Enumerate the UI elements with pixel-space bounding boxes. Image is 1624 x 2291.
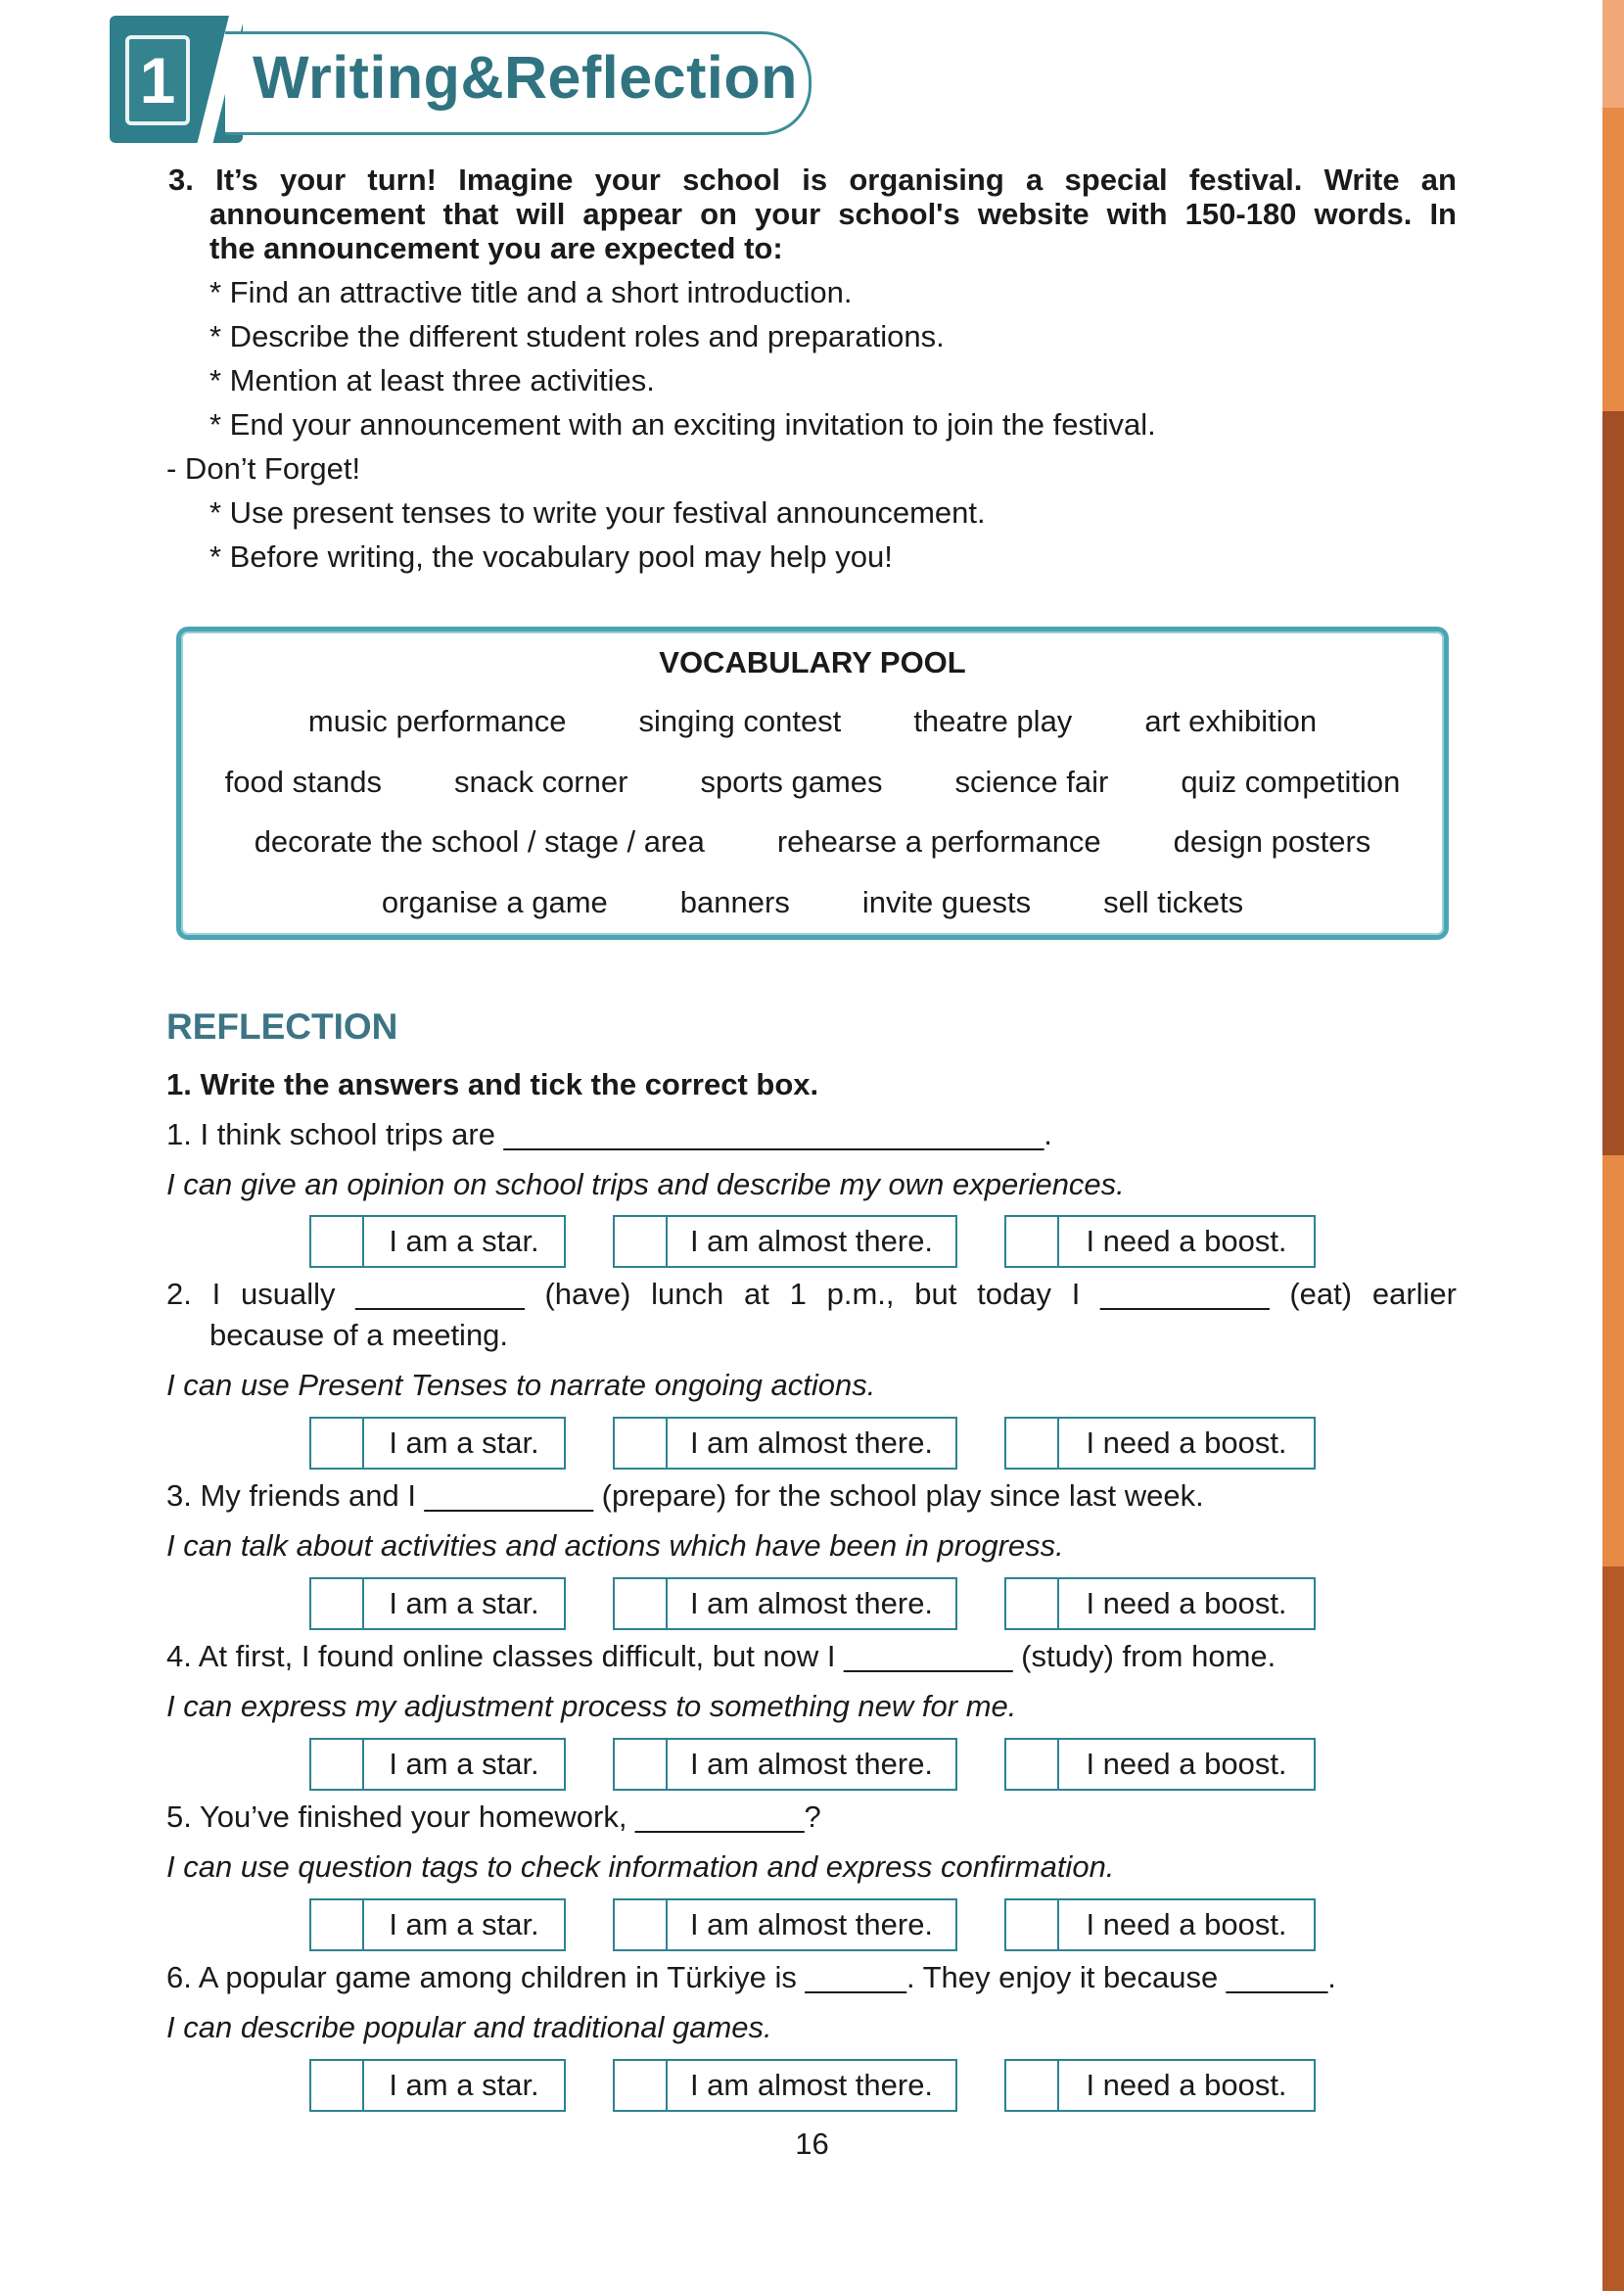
reflection-heading: REFLECTION	[166, 1006, 398, 1047]
tick-label: I am almost there.	[689, 2068, 934, 2102]
reflection-instruction: 1. Write the answers and tick the correct box.	[166, 1067, 819, 1101]
tick-box-star[interactable]	[309, 1898, 566, 1951]
tick-box-star[interactable]	[309, 1577, 566, 1630]
tick-box-boost[interactable]	[1004, 1898, 1316, 1951]
vocab-term: sports games	[700, 765, 883, 799]
tick-box-boost[interactable]	[1004, 1215, 1316, 1268]
vocab-row	[181, 824, 1444, 860]
checkbox[interactable]	[1006, 1900, 1059, 1949]
vocab-term: music performance	[307, 704, 567, 738]
checkbox[interactable]	[1006, 2061, 1059, 2110]
can-do-statement-4: I can express my adjustment process to something new for me.	[166, 1689, 1017, 1723]
tick-label: I am almost there.	[689, 1224, 934, 1258]
vocabulary-pool-title: VOCABULARY POOL	[659, 645, 966, 679]
can-do-statement-6: I can describe popular and traditional games.	[166, 2010, 772, 2044]
tick-label: I am a star.	[389, 1426, 539, 1460]
reflection-question-3[interactable]: 3. My friends and I __________ (prepare) for the school play since last week.	[166, 1478, 1204, 1513]
reminder-bullet: * Before writing, the vocabulary pool may help you!	[209, 539, 893, 574]
tick-box-star[interactable]	[309, 1417, 566, 1470]
page-title: Writing&Reflection	[253, 44, 798, 111]
checkbox[interactable]	[1006, 1419, 1059, 1468]
tick-label: I am almost there.	[689, 1907, 934, 1941]
tick-label: I am a star.	[389, 1586, 539, 1620]
dont-forget-heading: - Don’t Forget!	[166, 451, 361, 486]
task-bullet: * End your announcement with an exciting invitation to join the festival.	[209, 407, 1156, 442]
tick-box-almost[interactable]	[613, 1215, 957, 1268]
vocab-term: food stands	[224, 765, 382, 799]
checkbox[interactable]	[615, 1579, 668, 1628]
vocab-term: design posters	[1173, 824, 1371, 859]
vocab-row	[181, 885, 1444, 920]
task-bullet: * Describe the different student roles and preparations.	[209, 319, 945, 353]
reflection-question-2[interactable]: 2. I usually __________ (have) lunch at 1 p.m., but today I __________ (eat) earlier	[166, 1277, 1457, 1311]
tick-box-almost[interactable]	[613, 2059, 957, 2112]
vocab-term: sell tickets	[1103, 885, 1244, 919]
tick-label: I am a star.	[389, 1224, 539, 1258]
tick-label: I am almost there.	[689, 1747, 934, 1781]
vocab-term: singing contest	[638, 704, 842, 738]
vocab-term: art exhibition	[1144, 704, 1318, 738]
tick-box-boost[interactable]	[1004, 2059, 1316, 2112]
reflection-question-4[interactable]: 4. At first, I found online classes difficult, but now I __________ (study) from home.	[166, 1639, 1276, 1673]
tick-label: I am a star.	[389, 1907, 539, 1941]
vocab-row	[181, 704, 1444, 739]
reminder-bullet: * Use present tenses to write your festival announcement.	[209, 495, 986, 530]
checkbox[interactable]	[311, 2061, 364, 2110]
tick-label: I need a boost.	[1086, 1907, 1287, 1941]
tick-label: I am almost there.	[689, 1586, 934, 1620]
checkbox[interactable]	[311, 1419, 364, 1468]
can-do-statement-3: I can talk about activities and actions which have been in progress.	[166, 1528, 1064, 1563]
tick-label: I am almost there.	[689, 1426, 934, 1460]
tick-box-almost[interactable]	[613, 1577, 957, 1630]
checkbox[interactable]	[615, 1217, 668, 1266]
task-line-3: the announcement you are expected to:	[209, 231, 783, 265]
checkbox[interactable]	[615, 1419, 668, 1468]
vocab-term: theatre play	[913, 704, 1073, 738]
task-line-1: 3. It’s your turn! Imagine your school is organising a special festival. Write an	[168, 163, 1457, 197]
tick-label: I need a boost.	[1086, 2068, 1287, 2102]
checkbox[interactable]	[311, 1900, 364, 1949]
vocabulary-pool	[176, 627, 1449, 940]
checkbox[interactable]	[311, 1740, 364, 1789]
vocab-row	[181, 765, 1444, 800]
vocab-term: quiz competition	[1181, 765, 1401, 799]
page-number: 16	[795, 2127, 829, 2161]
can-do-statement-1: I can give an opinion on school trips and describe my own experiences.	[166, 1167, 1125, 1201]
can-do-statement-2: I can use Present Tenses to narrate ongoing actions.	[166, 1368, 876, 1402]
tick-box-almost[interactable]	[613, 1738, 957, 1791]
task-bullet: * Mention at least three activities.	[209, 363, 655, 397]
vocab-term: science fair	[954, 765, 1109, 799]
tick-box-boost[interactable]	[1004, 1577, 1316, 1630]
vocab-term: organise a game	[381, 885, 608, 919]
checkbox[interactable]	[311, 1217, 364, 1266]
vocab-term: banners	[679, 885, 790, 919]
tick-box-boost[interactable]	[1004, 1738, 1316, 1791]
vocab-term: rehearse a performance	[776, 824, 1101, 859]
tick-label: I need a boost.	[1086, 1224, 1287, 1258]
reflection-question-6[interactable]: 6. A popular game among children in Türkiye is ______. They enjoy it because ______.	[166, 1960, 1336, 1994]
vocab-term: snack corner	[453, 765, 628, 799]
vocab-term: decorate the school / stage / area	[254, 824, 705, 859]
task-bullet: * Find an attractive title and a short introduction.	[209, 275, 853, 309]
tick-label: I need a boost.	[1086, 1747, 1287, 1781]
unit-number: 1	[125, 35, 190, 125]
reflection-question-5[interactable]: 5. You’ve finished your homework, __________?	[166, 1800, 821, 1834]
checkbox[interactable]	[1006, 1740, 1059, 1789]
tick-box-almost[interactable]	[613, 1898, 957, 1951]
task-line-2: announcement that will appear on your school's website with 150-180 words. In	[209, 197, 1457, 231]
tick-box-star[interactable]	[309, 2059, 566, 2112]
tick-box-star[interactable]	[309, 1738, 566, 1791]
reflection-question-1[interactable]: 1. I think school trips are ________________________________.	[166, 1117, 1052, 1151]
can-do-statement-5: I can use question tags to check information and express confirmation.	[166, 1849, 1115, 1884]
tick-label: I need a boost.	[1086, 1426, 1287, 1460]
tick-label: I am a star.	[389, 2068, 539, 2102]
reflection-question-2-cont: because of a meeting.	[209, 1318, 509, 1352]
vocab-term: invite guests	[861, 885, 1032, 919]
checkbox[interactable]	[615, 1740, 668, 1789]
tick-box-almost[interactable]	[613, 1417, 957, 1470]
checkbox[interactable]	[615, 2061, 668, 2110]
checkbox[interactable]	[311, 1579, 364, 1628]
tick-label: I need a boost.	[1086, 1586, 1287, 1620]
checkbox[interactable]	[1006, 1579, 1059, 1628]
tick-label: I am a star.	[389, 1747, 539, 1781]
page-edge-strip	[1602, 0, 1624, 2291]
checkbox[interactable]	[1006, 1217, 1059, 1266]
tick-box-boost[interactable]	[1004, 1417, 1316, 1470]
tick-box-star[interactable]	[309, 1215, 566, 1268]
checkbox[interactable]	[615, 1900, 668, 1949]
